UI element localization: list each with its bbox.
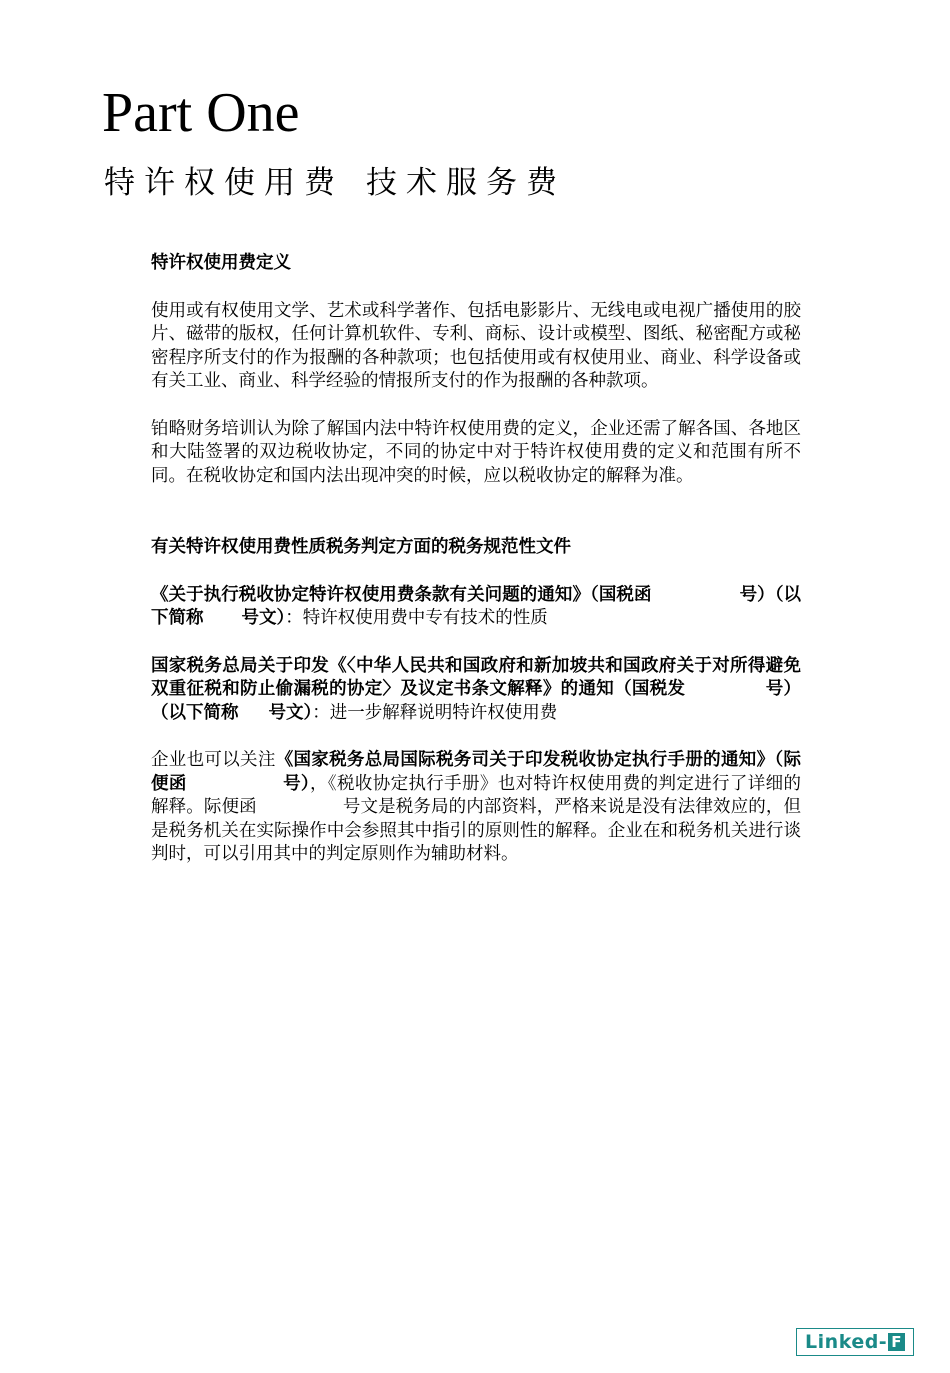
doc2-abbrev: 号）（以下简称 <box>151 679 801 723</box>
section-heading-royalty-definition: 特许权使用费定义 <box>151 253 291 273</box>
doc3-number-end: 号） <box>282 773 311 794</box>
doc1-abbrev-end: 号文） <box>241 608 286 628</box>
doc1-abbrev: 号）（以下简称 <box>151 584 802 628</box>
doc3-middle: ，《税收协定执行手册》也对特许权使用费的判定进行了详细的解释。际便函 <box>151 773 801 817</box>
doc2-title: 国家税务总局关于印发《〈中华人民共和国政府和新加坡共和国政府关于对所得避免双重征税和防止偷漏税的协定〉及议定书条文解释》的通知（国税发 <box>151 655 801 699</box>
doc2-abbrev-end: 号文） <box>268 702 313 723</box>
paragraph-document-3 <box>151 749 801 867</box>
paragraph-treaty-note: 铂略财务培训认为除了解国内法中特许权使用费的定义，企业还需了解各国、各地区和大陆签署的双边税收协定，不同的协定中对于特许权使用费的定义和范围有所不同。在税收协定和国内法出现冲突的时候，应以税收协定的解释为准。 <box>151 418 801 486</box>
subtitle-technical-service: 技术服务费 <box>366 165 566 201</box>
doc1-description: ：特许权使用费中专有技术的性质 <box>285 608 548 628</box>
doc3-lead: 企业也可以关注 <box>151 750 276 770</box>
part-title: Part One <box>102 82 300 144</box>
logo-f-mark: F <box>888 1333 905 1351</box>
paragraph-royalty-definition: 使用或有权使用文学、艺术或科学著作、包括电影影片、无线电或电视广播使用的胶片、磁带的版权，任何计算机软件、专利、商标、设计或模型、图纸、秘密配方或秘密程序所支付的作为报酬的各种款项；也包括使用或有权使用业、商业、科学设备或有关工业、商业、科学经验的情报所支付的作为报酬的各种款项。 <box>151 300 801 391</box>
doc3-title: 《国家税务总局国际税务司关于印发税收协定执行手册的通知》（际便函 <box>151 750 801 794</box>
doc2-description: ：进一步解释说明特许权使用费 <box>312 702 558 723</box>
linked-f-logo <box>796 1328 914 1356</box>
subtitle-royalty: 特许权使用费 <box>104 165 344 201</box>
document-body <box>151 252 801 891</box>
section-heading-regulatory-documents: 有关特许权使用费性质税务判定方面的税务规范性文件 <box>151 537 571 557</box>
page-subtitle <box>104 161 566 205</box>
doc1-title: 《关于执行税收协定特许权使用费条款有关问题的通知》（国税函 <box>151 584 652 605</box>
logo-text: Linked- <box>805 1331 888 1353</box>
doc3-rest: 号文是税务局的内部资料，严格来说是没有法律效应的，但是税务机关在实际操作中会参照其中指引的原则性的解释。企业在和税务机关进行谈判时，可以引用其中的判定原则作为辅助材料。 <box>151 797 801 864</box>
paragraph-document-1 <box>151 584 801 631</box>
paragraph-document-2 <box>151 655 801 726</box>
